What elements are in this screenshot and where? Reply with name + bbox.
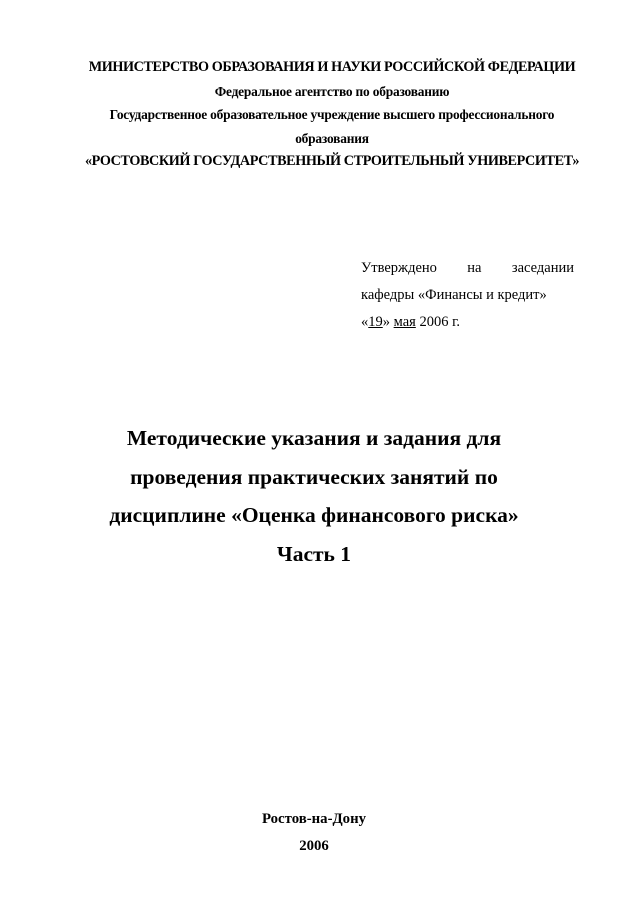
approval-line-2: кафедры «Финансы и кредит» [361,287,547,303]
title-part: Часть 1 [276,541,352,566]
date-rest: 2006 г. [419,314,460,330]
date-month: мая [393,314,416,330]
footer-city: Ростов-на-Дону [261,811,366,827]
document-header [40,56,624,174]
title-line-2: проведения практических занятий по [130,464,498,489]
university-name: «РОСТОВСКИЙ ГОСУДАРСТВЕННЫЙ СТРОИТЕЛЬНЫЙ УНИВЕРСИТЕТ» [84,153,580,169]
approval-word: на [467,260,482,276]
institution-type-line2: образования [295,130,369,146]
document-footer [0,806,624,860]
date-day: 19 [368,314,383,330]
approval-word: Утверждено [361,260,437,276]
approval-line-1 [361,255,574,282]
ministry-name: МИНИСТЕРСТВО ОБРАЗОВАНИЯ И НАУКИ РОССИЙСКОЙ ФЕДЕРАЦИИ [88,59,576,75]
institution-type-line1: Государственное образовательное учреждение высшего профессионального [109,107,555,122]
agency-name: Федеральное агентство по образованию [214,83,450,99]
title-line-3: дисциплине «Оценка финансового риска» [109,503,519,527]
date-close-quote: » [382,314,390,330]
approval-block [361,255,574,336]
footer-year: 2006 [299,838,329,854]
approval-date [361,309,574,336]
date-open-quote: « [361,314,369,330]
title-line-1: Методические указания и задания для [126,426,502,450]
document-title [0,419,624,573]
approval-word: заседании [511,260,574,276]
